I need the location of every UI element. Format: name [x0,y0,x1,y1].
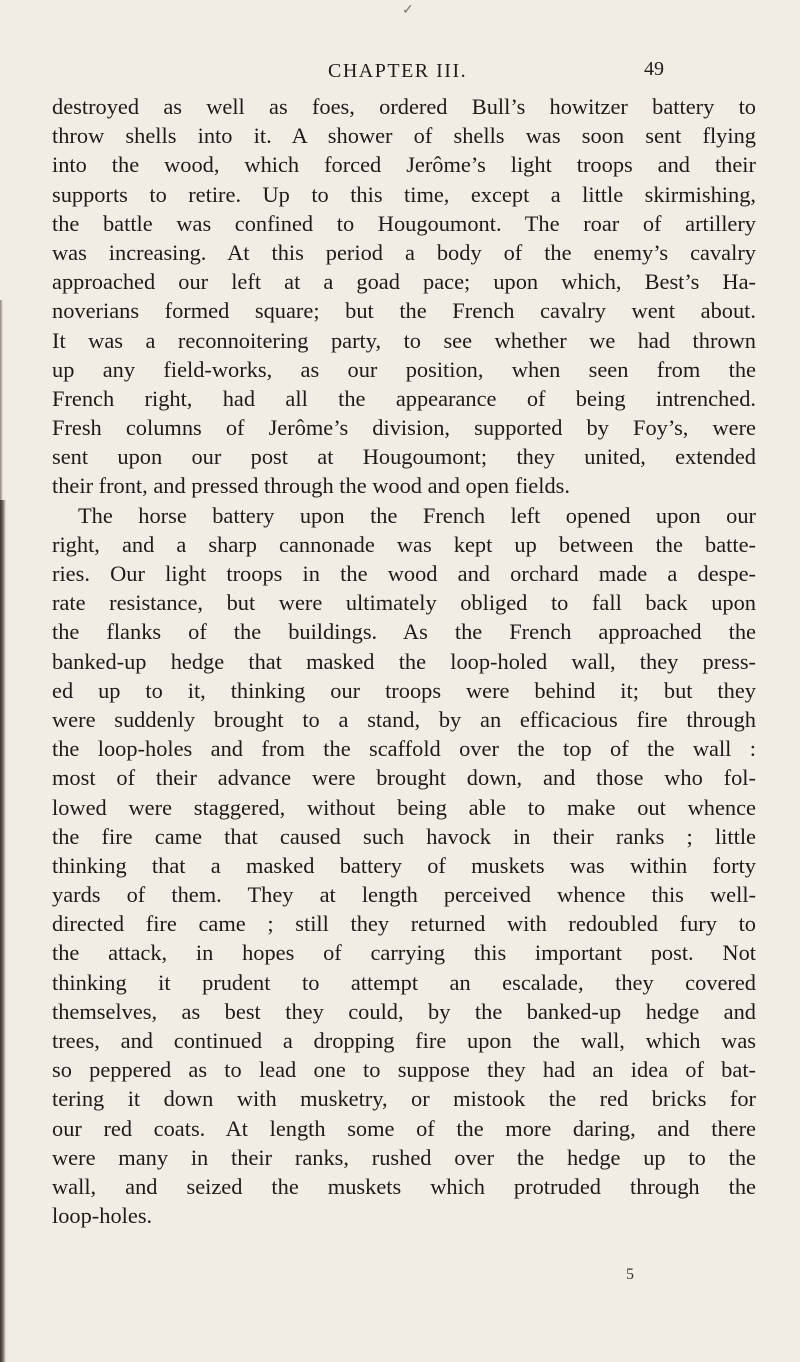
text-line: was increasing. At this period a body of the enemy’s cavalry [52,239,756,265]
text-line: wall, and seized the muskets which protruded through the [52,1173,756,1199]
text-line: thinking it prudent to attempt an escalade, they covered [52,969,756,995]
text-line: their front, and pressed through the wood and open fields. [52,473,570,499]
binding-shadow [0,500,6,1362]
text-line: themselves, as best they could, by the banked-up hedge and [52,998,756,1024]
text-line: our red coats. At length some of the more daring, and there [52,1115,756,1141]
text-line: the battle was confined to Hougoumont. The roar of artillery [52,210,756,236]
signature-mark: 5 [626,1266,634,1283]
text-line: destroyed as well as foes, ordered Bull’s howitzer battery to [52,94,756,119]
text-line: the loop-holes and from the scaffold over the top of the wall : [52,736,756,762]
text-line: lowed were staggered, without being able to make out whence [52,794,756,820]
text-line: directed fire came ; still they returned with redoubled fury to [52,911,756,937]
text-line: approached our left at a goad pace; upon which, Best’s Ha- [52,269,756,295]
text-line: the flanks of the buildings. As the French approached the [52,619,756,645]
check-mark-icon: ✓ [402,3,414,18]
text-line: ries. Our light troops in the wood and orchard made a despe- [52,561,756,586]
body-text [52,92,756,1230]
text-line: up any field-works, as our position, when seen from the [52,356,756,382]
text-line: Fresh columns of Jerôme’s division, supported by Foy’s, were [52,415,756,441]
text-line: the fire came that caused such havock in their ranks ; little [52,823,756,849]
binding-shadow-top [0,300,3,500]
text-line: The horse battery upon the French left opened upon our [78,502,756,528]
text-line: throw shells into it. A shower of shells was soon sent flying [52,123,756,149]
text-line: ed up to it, thinking our troops were behind it; but they [52,677,756,703]
text-line: most of their advance were brought down, and those who fol- [52,765,756,791]
chapter-title: CHAPTER III. [328,60,468,82]
text-line: sent upon our post at Hougoumont; they united, extended [52,444,756,470]
text-line: were suddenly brought to a stand, by an efficacious fire through [52,706,756,732]
text-line: rate resistance, but were ultimately obliged to fall back upon [52,590,756,616]
text-line: supports to retire. Up to this time, except a little skirmishing, [52,181,756,207]
text-line: were many in their ranks, rushed over the hedge up to the [52,1144,756,1170]
text-line: It was a reconnoitering party, to see whether we had thrown [52,327,756,353]
text-line: into the wood, which forced Jerôme’s light troops and their [52,152,756,178]
text-line: French right, had all the appearance of being intrenched. [52,385,756,411]
text-line: tering it down with musketry, or mistook the red bricks for [52,1086,756,1112]
page-number: 49 [644,58,664,80]
text-line: the attack, in hopes of carrying this important post. Not [52,940,756,966]
text-line: banked-up hedge that masked the loop-holed wall, they press- [52,648,756,674]
text-line: so peppered as to lead one to suppose they had an idea of bat- [52,1057,756,1083]
text-line: trees, and continued a dropping fire upon the wall, which was [52,1028,756,1053]
text-line: yards of them. They at length perceived whence this well- [52,882,756,908]
text-line: thinking that a masked battery of muskets was within forty [52,852,756,878]
text-line: right, and a sharp cannonade was kept up between the batte- [52,531,756,557]
text-line: loop-holes. [52,1203,153,1229]
text-line: noverians formed square; but the French cavalry went about. [52,298,756,324]
running-head [0,58,800,88]
